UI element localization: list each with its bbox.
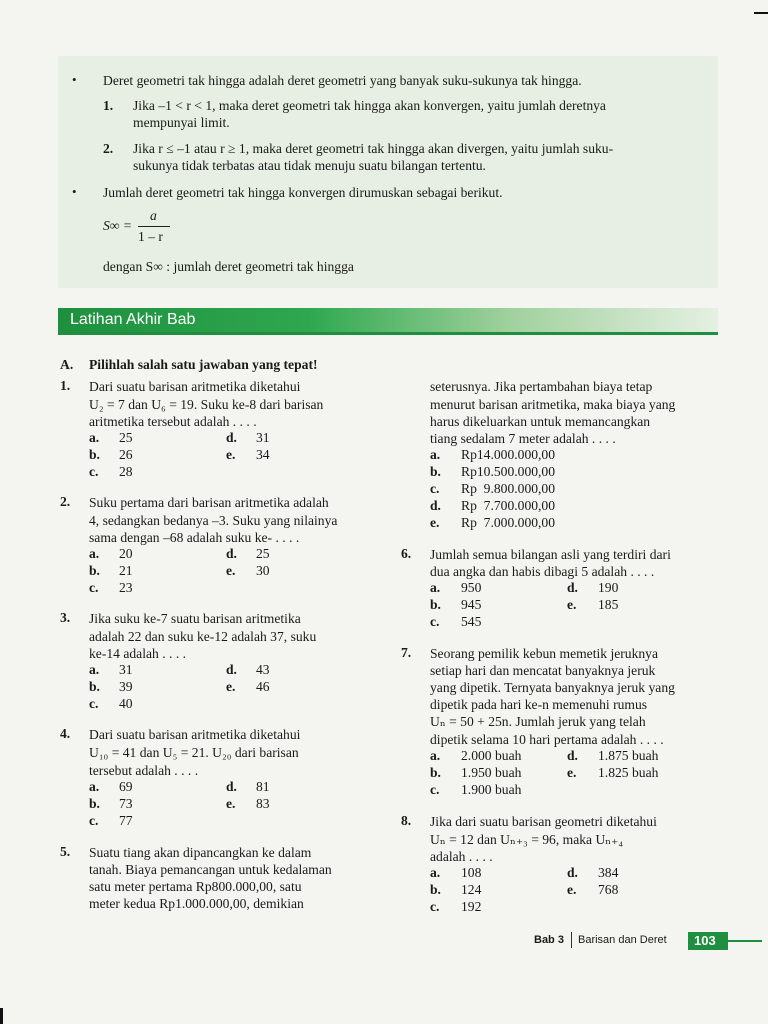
option-label: b. (89, 563, 100, 578)
option-label: a. (430, 865, 441, 880)
question-5-option-a: Rp14.000.000,00 (461, 447, 556, 462)
option-label: e. (226, 447, 236, 462)
option-label: c. (89, 464, 99, 479)
question-2-line: Suku pertama dari barisan aritmetika adalah (89, 495, 329, 510)
question-1-option-c: 28 (119, 464, 133, 479)
question-1-line: U₂ = 7 dan U₆ = 19. Suku ke-8 dari barisan (89, 397, 324, 412)
page-number-rule (728, 940, 762, 942)
question-7-line: Uₙ = 50 + 25n. Jumlah jeruk yang telah (430, 714, 646, 729)
option-label: e. (567, 765, 577, 780)
summary-bullet2: Jumlah deret geometri tak hingga konvergen dirumuskan sebagai berikut. (103, 185, 503, 200)
question-4-option-b: 73 (119, 796, 133, 811)
question-8-number: 8. (401, 813, 412, 828)
option-label: b. (89, 447, 100, 462)
option-label: e. (226, 563, 236, 578)
question-8-line: Uₙ = 12 dan Uₙ₊₃ = 96, maka Uₙ₊₄ (430, 832, 624, 847)
question-2-option-d: 25 (256, 546, 270, 561)
page-number: 103 (694, 933, 716, 948)
question-1-line: aritmetika tersebut adalah . . . . (89, 414, 257, 429)
question-3-line: ke-14 adalah . . . . (89, 646, 187, 661)
question-4-option-a: 69 (119, 779, 133, 794)
question-4-option-c: 77 (119, 813, 133, 828)
question-6-option-b: 945 (461, 597, 482, 612)
question-8-option-e: 768 (598, 882, 619, 897)
option-label: c. (430, 481, 440, 496)
option-label: c. (89, 696, 99, 711)
option-label: d. (226, 779, 237, 794)
question-3-option-a: 31 (119, 662, 133, 677)
question-4-line: U₁₀ = 41 dan U₅ = 21. U₂₀ dari barisan (89, 745, 299, 760)
question-5-option-b: Rp10.500.000,00 (461, 464, 556, 479)
option-label: a. (430, 748, 441, 763)
question-2-line: 4, sedangkan bedanya –3. Suku yang nilainya (89, 513, 338, 528)
summary-item2-line2: sukunya tidak terbatas atau tidak menuju suatu bilangan tertentu. (133, 158, 486, 173)
summary-item1-line1: Jika –1 < r < 1, maka deret geometri tak hingga akan konvergen, yaitu jumlah deretnya (133, 98, 606, 113)
question-5-line: meter kedua Rp1.000.000,00, demikian (89, 896, 304, 911)
option-label: d. (567, 748, 578, 763)
question-5-cont-line: seterusnya. Jika pertambahan biaya tetap (430, 379, 653, 394)
question-7-option-a: 2.000 buah (461, 748, 522, 763)
question-3-option-e: 46 (256, 679, 270, 694)
question-6-option-c: 545 (461, 614, 482, 629)
question-4-option-d: 81 (256, 779, 270, 794)
question-5-cont-line: harus dikeluarkan untuk memancangkan (430, 414, 651, 429)
option-label: c. (89, 580, 99, 595)
question-5-line: satu meter pertama Rp800.000,00, satu (89, 879, 302, 894)
option-label: a. (89, 779, 100, 794)
option-label: b. (89, 796, 100, 811)
option-label: c. (89, 813, 99, 828)
section-banner-title: Latihan Akhir Bab (70, 311, 196, 328)
question-2-option-a: 20 (119, 546, 133, 561)
option-label: e. (226, 796, 236, 811)
question-2-option-c: 23 (119, 580, 133, 595)
question-3-option-b: 39 (119, 679, 133, 694)
option-label: e. (567, 597, 577, 612)
question-7-line: setiap hari dan mencatat banyaknya jeruk (430, 663, 656, 678)
question-3-line: adalah 22 dan suku ke-12 adalah 37, suku (89, 629, 317, 644)
formula-lhs: S∞ = (103, 218, 133, 233)
part-label: A. (60, 357, 74, 372)
question-1-number: 1. (60, 378, 71, 393)
question-4-option-e: 83 (256, 796, 270, 811)
question-1-option-b: 26 (119, 447, 133, 462)
question-6-number: 6. (401, 546, 412, 561)
question-5-option-e: Rp 7.000.000,00 (461, 515, 556, 530)
option-label: d. (226, 430, 237, 445)
question-2-option-b: 21 (119, 563, 133, 578)
question-6-option-e: 185 (598, 597, 619, 612)
option-label: d. (430, 498, 441, 513)
question-7-line: dipetik selama 10 hari pertama adalah . . . . (430, 732, 664, 747)
part-title: Pilihlah salah satu jawaban yang tepat! (89, 357, 318, 372)
question-5-option-c: Rp 9.800.000,00 (461, 481, 556, 496)
question-3-option-d: 43 (256, 662, 270, 677)
question-7-line: Seorang pemilik kebun memetik jeruknya (430, 646, 659, 661)
question-1-option-a: 25 (119, 430, 133, 445)
question-2-option-e: 30 (256, 563, 270, 578)
question-6-option-a: 950 (461, 580, 482, 595)
formula-note: dengan S∞ : jumlah deret geometri tak hingga (103, 259, 354, 274)
formula-numerator: a (150, 208, 157, 223)
option-label: e. (430, 515, 440, 530)
question-4-line: Dari suatu barisan aritmetika diketahui (89, 727, 301, 742)
question-5-number: 5. (60, 844, 71, 859)
question-6-option-d: 190 (598, 580, 619, 595)
question-3-number: 3. (60, 610, 71, 625)
formula-denominator: 1 – r (138, 229, 163, 244)
option-label: e. (226, 679, 236, 694)
option-label: b. (430, 464, 441, 479)
footer-chapter-title: Barisan dan Deret (578, 934, 667, 946)
question-4-line: tersebut adalah . . . . (89, 763, 199, 778)
question-2-line: sama dengan –68 adalah suku ke- . . . . (89, 530, 300, 545)
option-label: d. (226, 662, 237, 677)
question-6-line: Jumlah semua bilangan asli yang terdiri dari (430, 547, 671, 562)
option-label: d. (567, 865, 578, 880)
option-label: a. (89, 662, 100, 677)
question-5-cont-line: menurut barisan aritmetika, maka biaya yang (430, 397, 676, 412)
question-5-cont-line: tiang sedalam 7 meter adalah . . . . (430, 431, 616, 446)
option-label: b. (430, 765, 441, 780)
question-5-option-d: Rp 7.700.000,00 (461, 498, 556, 513)
option-label: b. (430, 597, 441, 612)
question-1-line: Dari suatu barisan aritmetika diketahui (89, 379, 301, 394)
bullet-icon: • (72, 72, 77, 87)
summary-item2-line1: Jika r ≤ –1 atau r ≥ 1, maka deret geometri tak hingga akan divergen, yaitu jumlah suku- (133, 141, 614, 156)
question-3-option-c: 40 (119, 696, 133, 711)
footer-divider (571, 932, 572, 948)
question-7-option-c: 1.900 buah (461, 782, 522, 797)
option-label: c. (430, 899, 440, 914)
question-8-line: Jika dari suatu barisan geometri diketahui (430, 814, 657, 829)
question-3-line: Jika suku ke-7 suatu barisan aritmetika (89, 611, 301, 626)
option-label: b. (430, 882, 441, 897)
fraction-bar (138, 226, 170, 227)
question-8-option-b: 124 (461, 882, 482, 897)
footer-chapter: Bab 3 (534, 934, 564, 946)
question-7-option-b: 1.950 buah (461, 765, 522, 780)
scan-edge-mark (0, 1008, 3, 1024)
option-label: a. (430, 580, 441, 595)
scan-edge-mark (754, 12, 768, 14)
option-label: a. (430, 447, 441, 462)
summary-item1-line2: mempunyai limit. (133, 115, 230, 130)
question-1-option-e: 34 (256, 447, 270, 462)
question-5-line: Suatu tiang akan dipancangkan ke dalam (89, 845, 312, 860)
question-7-line: yang dipetik. Ternyata banyaknya jeruk yang (430, 680, 675, 695)
option-label: c. (430, 614, 440, 629)
option-label: c. (430, 782, 440, 797)
question-8-option-d: 384 (598, 865, 619, 880)
bullet-icon: • (72, 184, 77, 199)
summary-bullet1: Deret geometri tak hingga adalah deret geometri yang banyak suku-sukunya tak hingga. (103, 73, 582, 88)
question-8-option-c: 192 (461, 899, 482, 914)
question-7-number: 7. (401, 645, 412, 660)
question-4-number: 4. (60, 726, 71, 741)
question-1-option-d: 31 (256, 430, 270, 445)
question-8-line: adalah . . . . (430, 849, 493, 864)
option-label: d. (567, 580, 578, 595)
question-2-number: 2. (60, 494, 71, 509)
option-label: d. (226, 546, 237, 561)
option-label: e. (567, 882, 577, 897)
question-7-option-e: 1.825 buah (598, 765, 659, 780)
option-label: b. (89, 679, 100, 694)
option-label: a. (89, 430, 100, 445)
question-8-option-a: 108 (461, 865, 482, 880)
summary-item1-num: 1. (103, 98, 114, 113)
option-label: a. (89, 546, 100, 561)
question-7-line: dipetik pada hari ke-n memenuhi rumus (430, 697, 648, 712)
summary-item2-num: 2. (103, 141, 114, 156)
question-7-option-d: 1.875 buah (598, 748, 659, 763)
banner-underline (58, 332, 718, 335)
question-5-line: tanah. Biaya pemancangan untuk kedalaman (89, 862, 332, 877)
question-6-line: dua angka dan habis dibagi 5 adalah . . . . (430, 564, 655, 579)
